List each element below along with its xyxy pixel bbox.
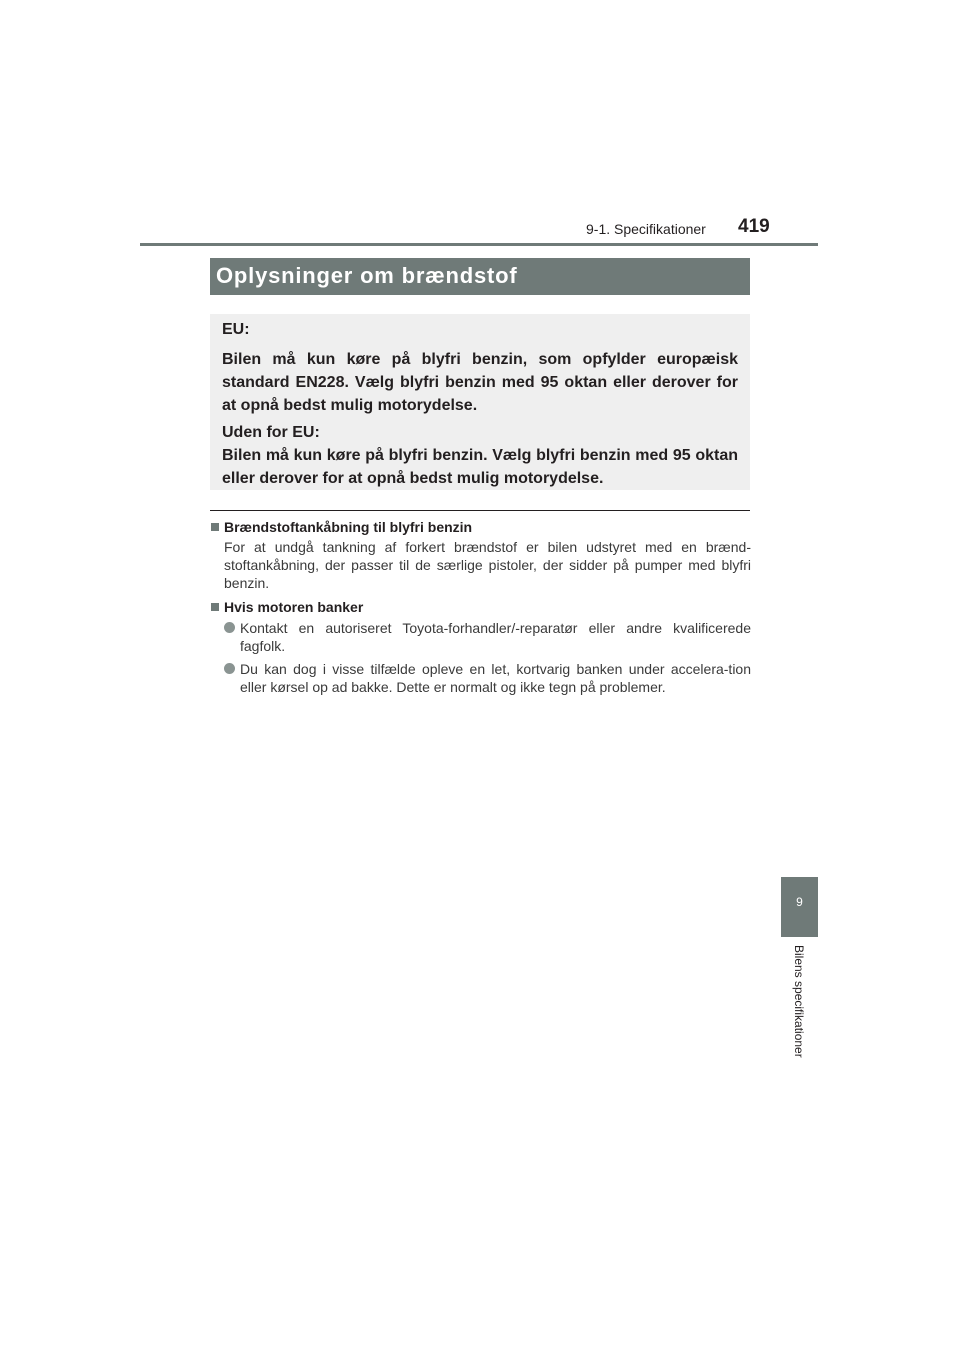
section-heading bbox=[211, 518, 751, 536]
non-eu-text: Bilen må kun køre på blyfri benzin. Vælg blyfri benzin med 95 oktan eller derover for at opnå bedst mulig motorydelse. bbox=[222, 447, 738, 487]
divider bbox=[210, 510, 750, 511]
section-heading-text: Brændstoftankåbning til blyfri benzin bbox=[224, 519, 473, 535]
list-item-text: Du kan dog i visse tilfælde opleve en let, kortvarig banken under accelera-tion eller kørsel op ad bakke. Dette er normalt og ikke tegn på problemer. bbox=[240, 661, 751, 695]
square-bullet-icon bbox=[211, 603, 219, 611]
chapter-label: Bilens specifikationer bbox=[792, 945, 806, 1058]
circle-bullet-icon bbox=[224, 622, 235, 633]
circle-bullet-icon bbox=[224, 663, 235, 674]
section-body: For at undgå tankning af forkert brændstof er bilen udstyret med en brænd-stoftankåbning, der passer til de særlige pistoler, der sidder på pumper med blyfri benzin. bbox=[224, 539, 751, 591]
list-item bbox=[224, 660, 751, 696]
section-title-bar bbox=[210, 258, 750, 295]
list-item-text: Kontakt en autoriseret Toyota-forhandler/-reparatør eller andre kvalificerede fagfolk. bbox=[240, 620, 751, 654]
non-eu-label: Uden for EU: bbox=[222, 424, 320, 441]
page-number: 419 bbox=[738, 216, 770, 237]
fuel-notice-box bbox=[210, 314, 750, 490]
section-fuel-filler bbox=[211, 518, 751, 592]
section-title: Oplysninger om brændstof bbox=[216, 263, 518, 288]
section-heading-text: Hvis motoren banker bbox=[224, 599, 364, 615]
chapter-tab bbox=[781, 877, 818, 937]
chapter-number: 9 bbox=[796, 895, 803, 909]
eu-text: Bilen må kun køre på blyfri benzin, som opfylder europæisk standard EN228. Vælg blyfri benzin med 95 oktan eller derover for at opnå bedst mulig motorydelse. bbox=[222, 351, 738, 414]
header-section-title: 9-1. Specifikationer bbox=[586, 221, 706, 237]
header-rule bbox=[140, 243, 818, 246]
square-bullet-icon bbox=[211, 523, 219, 531]
eu-label: EU: bbox=[222, 321, 250, 338]
section-heading bbox=[211, 598, 751, 616]
section-engine-knock bbox=[211, 598, 751, 696]
list-item bbox=[224, 619, 751, 655]
